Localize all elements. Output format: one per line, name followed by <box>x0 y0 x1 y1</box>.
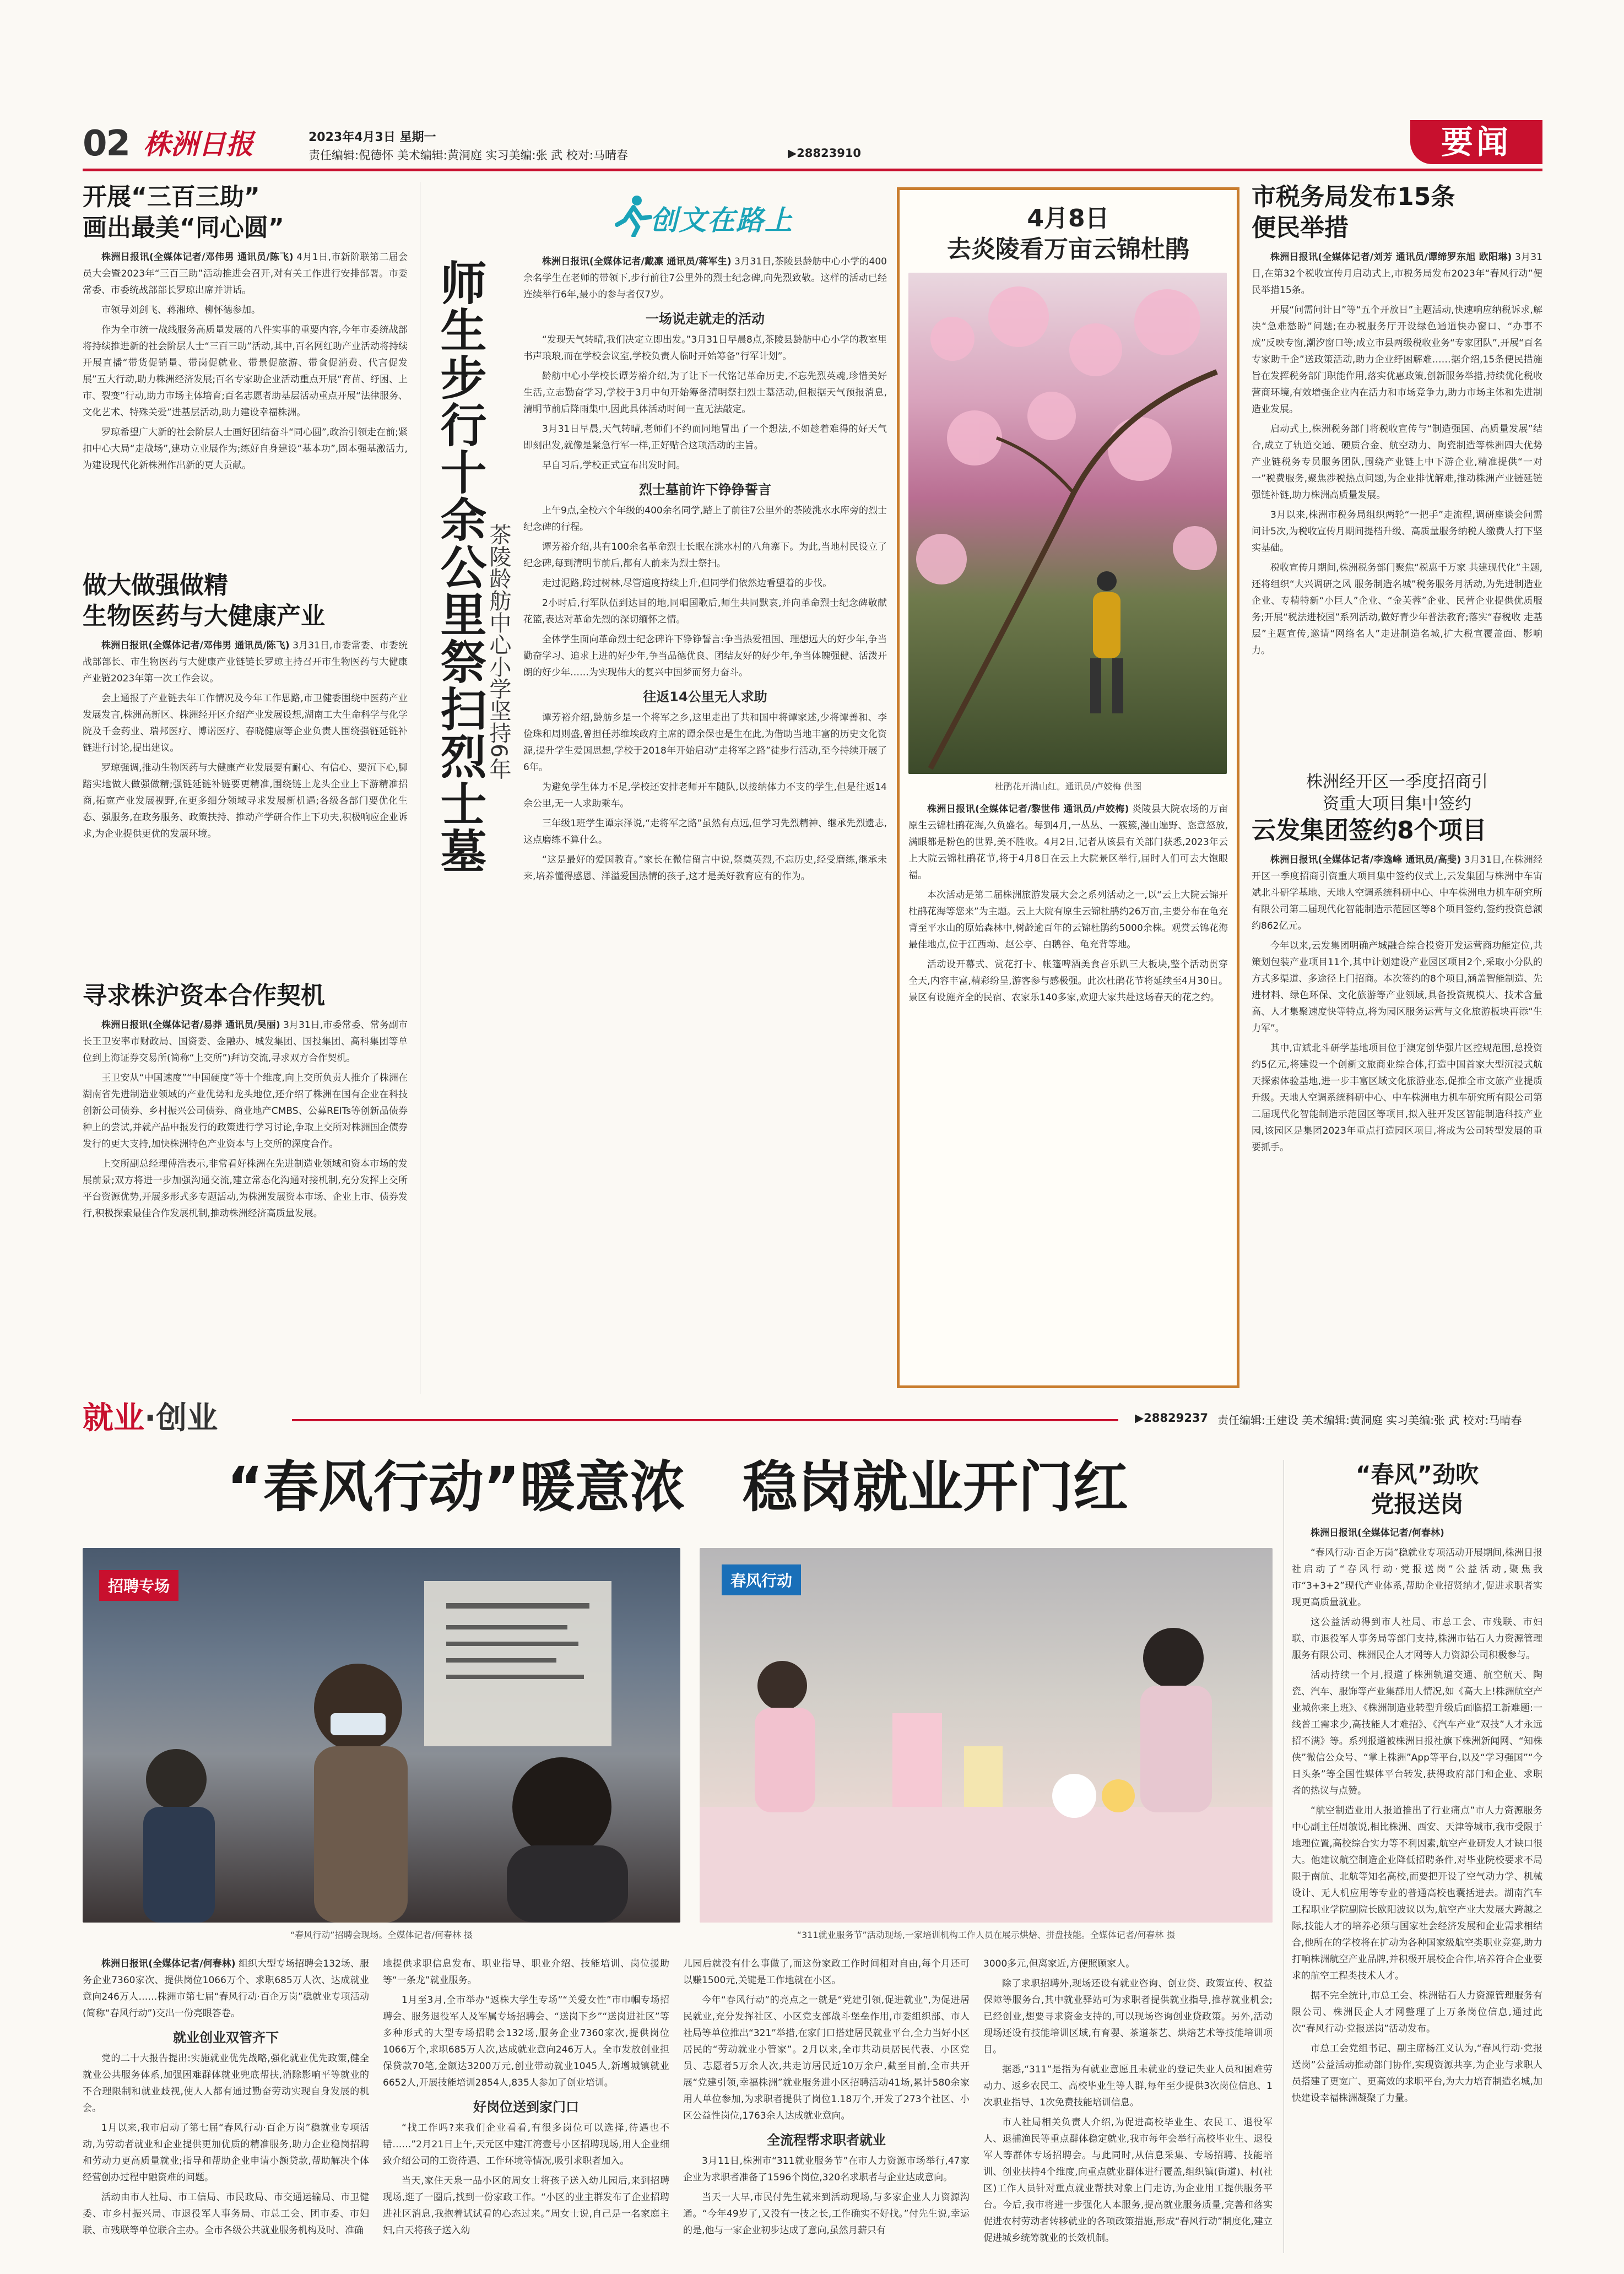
paragraph: 早自习后,学校正式宣布出发时间。 <box>542 460 686 471</box>
paragraph: 当天,家住天泉一品小区的周女士将孩子送入幼儿园后,来到招聘现场,逛了一圈后,找到一份家政工作。“小区的业主群发布了企业招聘进社区消息,我抱着试试看的心态过来。”周女士说,自己是一名家庭主妇,白天将孩子送入幼 <box>383 2175 669 2236</box>
byline: 株洲日报讯(全媒体记者/李逸峰 通讯员/高斐) <box>1270 854 1461 865</box>
bakery-table-icon <box>700 1548 1273 1923</box>
subhead: 全流程帮求职者就业 <box>767 2132 886 2148</box>
paragraph: 组织大型专场招聘会132场、服务企业7360家次、提供岗位1066万个、求职685万人次、达成就业意向246万人……株洲市第七届“春风行动·百企万岗”稳就业专项活动(简称“春风行动”)交出一份亮眼答卷。 <box>83 1958 370 2019</box>
paragraph: 罗琼强调,推动生物医药与大健康产业发展要有耐心、有信心、要沉下心,脚踏实地做大做强做精;强链延链补链要更精准,围绕链上龙头企业上下游精准招商,拓宽产业发展视野,在更多细分领域寻求发展新机遇;各级各部门要优化生态、强服务,在政务服务、政策扶持、推动产学研合作上下功夫,积极响应企业诉求,为企业提供更优的发展环境。 <box>83 762 408 840</box>
paragraph: 作为全市统一战线服务高质量发展的八件实事的重要内容,今年市委统战部将持续推进新的社会阶层人士“三百三助”活动,其中,百名网红助产业活动将持续开展直播“带货促销量、带岗促就业、带景促旅游、带食促消费、代言促发展”五大行动,助力株洲经济发展;百名专家助企业活动重点开展“育苗、纾困、上市、裂变”行动,助力市场主体培育;百名志愿者助基层活动重点开展“法律服务、文化艺术、特殊关爱”进基层活动,助力建设幸福株洲。 <box>83 324 408 418</box>
byline: 株洲日报讯(全媒体记者/邓伟男 通讯员/陈飞) <box>101 640 290 651</box>
employment-column-4 <box>983 1956 1273 2250</box>
banner-sign <box>99 1570 178 1601</box>
job-fair-photo <box>83 1548 680 1923</box>
paragraph: 为避免学生体力不足,学校还安排老师开车随队,以接纳体力不支的学生,但是往返14余公里,无一人求助乘车。 <box>523 782 887 809</box>
section-banner <box>1410 120 1542 164</box>
paragraph: 3月31日早晨,天气转晴,老师们不约而同地冒出了一个想法,不如趁着难得的好天气即刻出发,就像是紧急行军一样,正好贴合这项活动的主旨。 <box>523 424 887 451</box>
editors-line: 责任编辑:王建设 美术编辑:黄洞庭 实习美编:张 武 校对:马晴春 <box>1217 1414 1522 1427</box>
paragraph: 今年“春风行动”的亮点之一就是“党建引领,促进就业”,为促进居民就业,充分发挥社区、小区党支部战斗堡垒作用,市委组织部、市人社局等单位推出“321”举措,在家门口搭建居民就业平台,全力当好小区居民的“劳动就业小管家”。2月以来,全市共动员居民代表、小区党员、志愿者5万余人次,共走访居民近10万余户,截至目前,全市共开展“党建引领,幸福株洲”就业服务进小区招聘活动41场,累计580余家用人单位参加,为求职者提供了岗位1.18万个,开发了273个社区、小区公益性岗位,1763余人达成就业意向。 <box>683 1995 970 2121</box>
headline: 去炎陵看万亩云锦杜鹃 <box>947 235 1189 263</box>
banner-sign-text: 春风行动 <box>730 1572 793 1590</box>
issue-date: 2023年4月3日 星期一 <box>308 131 436 144</box>
paragraph: 3000多元,但离家近,方便照顾家人。 <box>983 1958 1135 1969</box>
paragraph: 1月以来,我市启动了第七届“春风行动·百企万岗”稳就业专项活动,为劳动者就业和企业提供更加优质的精准服务,助力企业稳岗招聘和劳动力更高质量就业;指导和帮助企业申请小额贷款,帮助解决个体经营创办过程中融资难的问题。 <box>83 2123 369 2183</box>
paragraph: 市总工会党组书记、副主席杨江义认为,“春风行动·党报送岗”公益活动推动部门协作,实现资源共享,为企业与求职人员搭建了更宽广、更高效的求职平台,为大力培育制造名城,加快建设幸福株洲凝聚了力量。 <box>1292 2043 1542 2104</box>
paragraph: 3月31日,市委常委、常务副市长王卫安率市财政局、国资委、金融办、城发集团、国投集团、高科集团等单位到上海证券交易所(简称“上交所”)拜访交流,寻求双方合作契机。 <box>83 1020 408 1064</box>
byline: 株洲日报讯(全媒体记者/戴凛 通讯员/蒋军生) <box>542 256 732 267</box>
vertical-subhead: 茶陵龄舫中心小学坚持6年 <box>486 523 511 780</box>
article-tongxinyuan <box>83 182 408 477</box>
paragraph: 1月至3月,全市举办“返株大学生专场”“关爱女性”市巾帼专场招聘会、服务退役军人及军属专场招聘会、“送岗下乡”“送岗进社区”等多种形式的大型专场招聘会132场,服务企业7360家次,提供岗位1066万个,求职685万人次,达成就业意向246万人。全市发放创业担保贷款70笔,金额达3200万元,创业带动就业1045人,新增城镇就业6652人,开展技能培训2854人,835人参加了创业培训。 <box>383 1995 669 2088</box>
article-party-paper-jobs <box>1292 1460 1542 2110</box>
headline: 云发集团签约8个项目 <box>1252 816 1487 844</box>
byline: 株洲日报讯(全媒体记者/刘芳 通讯员/谭缔罗东旭 欧阳琳) <box>1270 252 1512 263</box>
headline-line2: 便民举措 <box>1252 214 1349 242</box>
paragraph: 谭芳裕介绍,龄舫乡是一个将军之乡,这里走出了共和国中将谭家述,少将谭善和、李俭珠和周则盛,曾担任苏维埃政府主席的谭余保也是生在此,为借助当地丰富的历史文化资源,提升学生爱国思想,学校于2018年开始启动“走将军之路”徒步行活动,至今持续开展了6年。 <box>523 712 887 773</box>
byline: 株洲日报讯(全媒体记者/何春林) <box>101 1958 236 1969</box>
hotline: ▶28823910 <box>788 147 862 160</box>
paragraph: 龄舫中心小学校长谭芳裕介绍,为了让下一代铭记革命历史,不忘先烈英魂,珍惜美好生活,立志勤奋学习,学校于3月中旬开始筹备清明祭扫烈士墓活动,但根据天气预报消息,清明节前后降雨集中,因此具体活动时间一直无法敲定。 <box>523 371 887 415</box>
paragraph: 三年级1班学生谭宗泽说,“走将军之路”虽然有点远,但学习先烈精神、继承先烈遗志,这点磨练不算什么。 <box>523 818 887 846</box>
paragraph: 谭芳裕介绍,共有100余名革命烈士长眠在洮水村的八角寨下。为此,当地村民设立了纪念碑,每到清明节前后,都有人前来为烈士祭扫。 <box>523 542 887 569</box>
paragraph: 开展“问需问计日”等“五个开放日”主题活动,快速响应纳税诉求,解决“急难愁盼”问题;在办税服务厅开设绿色通道快办窗口、“办事不成”反映专窗,潮汐窗口等;成立市县两级税收业务“专家团队”,开展“百名专家助千企”送政策活动,助力企业纾困解难……据介绍,15条便民措施旨在发挥税务部门职能作用,落实优惠政策,创新服务举措,持续优化税收营商环境,有效增强企业内在活力和市场竞争力,助力市场主体和先进制造业发展。 <box>1252 305 1542 415</box>
campaign-logo-text: 创文在路上 <box>650 204 793 236</box>
byline: 株洲日报讯(全媒体记者/邓伟男 通讯员/陈飞) <box>101 252 294 263</box>
hotline: ▶28829237 <box>1135 1411 1209 1425</box>
kicker-line1: 株洲经开区一季度招商引 <box>1306 772 1488 792</box>
kicker-line2: 资重大项目集中签约 <box>1323 794 1471 814</box>
azalea-photo <box>908 273 1227 774</box>
paragraph: 罗琼希望广大新的社会阶层人士画好团结奋斗“同心圆”,政治引领走在前;紧扣中心大局“走战场”,建功立业展作为;练好自身建设“基本功”,固本强基激活力,为建设现代化新株洲作出新的更大贡献。 <box>83 427 408 471</box>
paragraph: 3月以来,株洲市税务局组织两轮“一把手”走流程,调研座谈会问需问计5次,为税收宣传月期间提档升级、高质量服务纳税人缴费人打下坚实基础。 <box>1252 510 1542 554</box>
banner-sign-text: 招聘专场 <box>108 1577 170 1595</box>
byline: 株洲日报讯(全媒体记者/黎世伟 通讯员/卢姣梅) <box>927 804 1129 815</box>
employment-section-header <box>83 1399 1542 1443</box>
paragraph: 活动设开幕式、赏花打卡、帐篷啤酒美食音乐趴三大板块,整个活动贯穿全天,内容丰富,精彩纷呈,游客参与感极强。此次杜鹃花节将延续至4月30日。景区有设施齐全的民宿、农家乐140多家,欢迎大家共赴这场春天的花之约。 <box>908 959 1228 1003</box>
headline-line2: 党报送岗 <box>1371 1491 1464 1518</box>
paragraph: 启动式上,株洲税务部门将税收宣传与“制造强国、高质量发展”结合,成立了轨道交通、硬质合金、航空动力、陶瓷制造等株洲四大优势产业链税务专员服务团队,围绕产业链上中下游企业,精准提供“一对一”税费服务,聚焦涉税热点问题,为企业排忧解难,推动株洲产业链延链强链补链,助力株洲高质量发展。 <box>1252 424 1542 501</box>
paragraph: 本次活动是第二届株洲旅游发展大会之系列活动之一,以“云上大院云锦开 杜鹃花海等您来”为主题。云上大院有原生云锦杜鹃约26万亩,主要分布在龟充背至平水山的原始森林中,树龄逾百年的云锦杜鹃约5000余株。观赏云锦花海最佳地点,位于江西坳、赵公亭、白鹅谷、龟充背等地。 <box>908 890 1228 950</box>
paragraph: 这公益活动得到市人社局、市总工会、市残联、市妇联、市退役军人事务局等部门支持,株洲市钻石人力资源管理服务有限公司、株洲民企人才网等人力资源公司积极参与。 <box>1292 1617 1542 1661</box>
paragraph: 上午9点,全校六个年级的400余名同学,踏上了前往7公里外的茶陵洮水水库旁的烈士纪念碑的行程。 <box>523 505 887 533</box>
crowd-icon <box>83 1548 680 1923</box>
paragraph: 会上通报了产业链去年工作情况及今年工作思路,市卫健委围绕中医药产业发展发言,株洲高新区、株洲经开区介绍产业发展设想,湖南工大生命科学与化学院及千金药业、瑞邦医疗、博诺医疗、春晓健康等企业负责人围绕强链延链补链进行讨论,提出建议。 <box>83 693 408 754</box>
paragraph: 市领导刘剑飞、蒋湘璋、柳怀德参加。 <box>101 305 261 316</box>
paragraph: 儿园后就没有什么事做了,而这份家政工作时间相对自由,每个月还可以赚1500元,关键是工作地就在小区。 <box>683 1958 970 1986</box>
headline: 寻求株沪资本合作契机 <box>83 982 325 1010</box>
byline: 株洲日报讯(全媒体记者/何春林) <box>1311 1528 1444 1539</box>
article-body <box>523 253 887 888</box>
article-biomedicine <box>83 570 408 846</box>
byline: 株洲日报讯(全媒体记者/易莽 通讯员/吴丽) <box>101 1020 280 1031</box>
article-martyrs <box>430 182 892 1394</box>
paragraph: 3月11日,株洲市“311就业服务节”在市人力资源市场举行,47家企业为求职者准备了1596个岗位,320名求职者与企业达成意向。 <box>683 2156 970 2183</box>
blossom-icon <box>908 273 1227 774</box>
paragraph: “这是最好的爱国教育。”家长在微信留言中说,祭奠英烈,不忘历史,经受磨练,继承未来,培养懂得感恩、洋溢爱国热情的孩子,这才是美好教育应有的作为。 <box>523 854 887 882</box>
paragraph: 税收宣传月期间,株洲税务部门聚焦“税惠千万家 共建现代化”主题,还将组织“大兴调研之风 服务制造名城”税务服务月活动,为先进制造业企业、专精特新“小巨人”企业、“金芙蓉”企业、民营企业提供优质服务;开展“税法进校园”系列活动,做好青少年普法教育;落实“春税收 走基层”主题宣传,邀请“网络名人”走进制造名城,扩大税宣覆盖面、影响力。 <box>1252 562 1542 656</box>
subhead: 好岗位送到家门口 <box>473 2099 579 2115</box>
paragraph: 上交所副总经理傅浩表示,非常看好株洲在先进制造业领域和资本市场的发展前景;双方将进一步加强沟通交流,建立常态化沟通对接机制,充分发挥上交所平台资源优势,开展多形式多专题活动,为株洲发展资本市场、企业上市、债券发行,积极探索最佳合作发展机制,推动株洲经济高质量发展。 <box>83 1158 408 1219</box>
section-title: 要闻 <box>1441 123 1512 161</box>
paragraph: 除了求职招聘外,现场还设有就业咨询、创业贷、政策宣传、权益保障等服务台,其中就业驿站可为求职者提供就业指导,推荐就业机会;已经创业,想要寻求资金支持的,可以现场咨询创业贷政策。另外,活动现场还设有技能培训区域,有育婴、茶道茶艺、烘焙艺术等技能培训项目。 <box>983 1978 1273 2055</box>
employment-column-1 <box>83 1956 369 2242</box>
masthead <box>83 124 1542 169</box>
paragraph: 全体学生面向革命烈士纪念碑许下铮铮誓言:争当热爱祖国、理想远大的好少年,争当勤奋学习、追求上进的好少年,争当品德优良、团结友好的好少年,争当体魄强健、活泼开朗的好少年……为实现伟大的复兴中国梦而努力奋斗。 <box>523 634 887 678</box>
editors-line: 责任编辑:倪德怀 美术编辑:黄洞庭 实习美编:张 武 校对:马晴春 <box>308 149 628 162</box>
headline-line2: 生物医药与大健康产业 <box>83 602 325 630</box>
section-rule <box>292 1419 1118 1421</box>
paper-logo: 株洲日报 <box>143 128 253 160</box>
paragraph: “找工作吗?来我们企业看看,有很多岗位可以选择,待遇也不错……”2月21日上午,天元区中建江湾壹号小区招聘现场,用人企业细致介绍公司的工资待遇、工作环境等情况,吸引求职者加入。 <box>383 2123 669 2167</box>
paragraph: “航空制造业用人报道推出了行业痛点”市人力资源服务中心副主任周敏说,相比株洲、西安、天津等城市,我市受限于地理位置,高校综合实力等不利因素,航空产业研发人才缺口很大。他建议航空制造企业降低招聘条件,对毕业院校要求不局限于南航、北航等知名高校,而要把开设了空气动力学、机械设计、无人机应用等专业的普通高校也囊括进去。湖南汽车工程职业学院副院长欧阳波议以为,航空产业大发展大跨越之际,技能人才的培养必须与国家社会经济发展和企业需求相结合,他所在的学校将在扩动为各种国家级航空类职业竞赛,助力打响株洲航空产业品牌,并积极开展校企合作,培养符合企业要求的航空工程类技术人才。 <box>1292 1805 1542 1981</box>
paragraph: 据悉,“311”是指为有就业意愿且未就业的登记失业人员和困难劳动力、返乡农民工、高校毕业生等人群,每年至少提供3次岗位信息、1次职业指导、1次免费技能培训信息。 <box>983 2064 1273 2108</box>
headline-line1: 做大做强做精 <box>83 571 228 599</box>
paragraph: 3月31日,在第32个税收宣传月启动式上,市税务局发布2023年“春风行动”便民举措15条。 <box>1252 252 1543 296</box>
page-number: 02 <box>83 123 130 164</box>
paragraph: 王卫安从“中国速度”“中国硬度”等十个维度,向上交所负责人推介了株洲在湖南省先进制造业领域的产业优势和龙头地位,还介绍了株洲在国有企业在科技创新公司债券、乡村振兴公司债券、商业地产CMBS、公募REITs等创新品债券种上的尝试,并就产品申报发行的政策进行学习讨论,争取上交所对株洲国企债券发行的更大支持,加快株洲特色产业资本与上交所的深度合作。 <box>83 1073 408 1150</box>
paragraph: 今年以来,云发集团明确产城融合综合投资开发运营商功能定位,共策划包装产业项目11个,其中计划建设产业园区项目2个,采取小分队的方式多渠道、多途径上门招商。本次签约的8个项目,涵盖智能制造、先进材料、绿色环保、文化旅游等产业领域,具备投资规模大、技术含量高、人才集聚速度快等特点,将为园区服务运营与文化旅游板块再添“生力军”。 <box>1252 940 1542 1034</box>
service-fair-photo <box>700 1548 1273 1923</box>
headline-line1: 开展“三百三助” <box>83 183 260 211</box>
paragraph: 3月31日,市委常委、市委统战部部长、市生物医药与大健康产业链链长罗琼主持召开市生物医药与大健康产业链2023年第一次工作会议。 <box>83 640 408 684</box>
banner-sign <box>722 1564 801 1595</box>
subhead: 一场说走就走的活动 <box>646 311 765 327</box>
paragraph: 党的二十大报告提出:实施就业优先战略,强化就业优先政策,健全就业公共服务体系,加强困难群体就业兜底帮扶,消除影响平等就业的不合理限制和就业歧视,使人人都有通过勤奋劳动实现自身发展的机会。 <box>83 2053 369 2114</box>
vertical-headline: 师生步行十余公里祭扫烈士墓 <box>433 259 487 875</box>
paragraph: “春风行动·百企万岗”稳就业专项活动开展期间,株洲日报社启动了“春风行动·党报送岗”公益活动,聚焦我市“3+3+2”现代产业体系,帮助企业招贤纳才,促进求职者实现更高质量就业。 <box>1292 1547 1542 1608</box>
employment-column-2 <box>383 1956 669 2242</box>
paragraph: 3月31日,茶陵县龄舫中心小学的400余名学生在老师的带领下,步行前往7公里外的烈士纪念碑,向先烈致敬。这样的活动已经连续举行6年,最小的参与者仅7岁。 <box>523 256 887 300</box>
masthead-rule <box>83 169 1542 171</box>
photo-caption: 杜鹃花开满山红。通讯员/卢姣梅 供图 <box>994 781 1142 792</box>
employment-headline: “春风行动”暖意浓 稳岗就业开门红 <box>227 1455 1128 1519</box>
paragraph: 其中,宙斌北斗研学基地项目位于澳宠创华强片区控规范围,总投资约5亿元,将建设一个创新文旅商业综合体,打造中国首家大型沉浸式航天探索体验基地,进一步丰富区域文化旅游业态,促推全市文旅产业提质升级。天地人空调系统科研中心、中车株洲电力机车研究所有限公司第二届现代化智能制造示范园区等项目,拟入驻开发区智能制造科技产业园,该园区是集团2023年重点打造园区项目,将成为公司转型发展的重要抓手。 <box>1252 1043 1542 1153</box>
paragraph: 地提供求职信息发布、职业指导、职业介绍、技能培训、岗位援助等“一条龙”就业服务。 <box>383 1958 669 1986</box>
article-yunfa-group <box>1252 771 1542 1159</box>
paragraph: 市人社局相关负责人介绍,为促进高校毕业生、农民工、退役军人、退捕渔民等重点群体稳定就业,我市每年会举行高校毕业生、退役军人等群体专场招聘会。与此同时,从信息采集、专场招聘、技能培训、创业扶持4个维度,向重点就业群体进行覆盖,组织镇(街道)、村(社区)工作人员针对重点就业帮扶对象上门走访,为企业用工提供服务平台。今后,我市将进一步强化人本服务,提高就业服务质量,完善和落实促进农村劳动者转移就业的各项政策措施,形成“春风行动”制度化,建立促进城乡统筹就业的长效机制。 <box>983 2117 1273 2244</box>
runner-icon <box>611 193 656 237</box>
paragraph: 活动持续一个月,报道了株洲轨道交通、航空航天、陶瓷、汽车、服饰等产业集群用人情况,如《高大上!株洲航空产业城你来上班》、《株洲制造业转型升级后面临招工新难题:一线普工需求少,高技能人才难招》、《汽车产业“双技”人才永远招不满》等。系列报道被株洲日报社旗下株洲新闻网、“知株侠”微信公众号、“掌上株洲”App等平台,以及“学习强国”“今日头条”等全国性媒体平台转发,获得政府部门和企业、求职者的热议与点赞。 <box>1292 1670 1542 1796</box>
headline-line2: 画出最美“同心圆” <box>83 214 284 242</box>
paragraph: 据不完全统计,市总工会、株洲钻石人力资源管理服务有限公司、株洲民企人才网整理了上万条岗位信息,通过此次“春风行动·党报送岗”活动发布。 <box>1292 1990 1542 2034</box>
subhead: 烈士墓前许下铮铮誓言 <box>639 482 771 497</box>
event-date: 4月8日 <box>1027 204 1109 232</box>
headline-line1: “春风”劲吹 <box>1355 1461 1479 1488</box>
photo-caption: “311就业服务节”活动现场,一家培训机构工作人员在展示烘焙、拼盘技能。全媒体记者/何春林 摄 <box>797 1930 1176 1940</box>
section-label-sub: ·创业 <box>144 1400 218 1436</box>
employment-column-3 <box>683 1956 970 2242</box>
article-tax-bureau <box>1252 182 1542 662</box>
subhead: 往返14公里无人求助 <box>643 689 767 705</box>
paragraph: 炎陵县大院农场的万亩原生云锦杜鹃花海,久负盛名。每到4月,一丛丛、一簇簇,漫山遍野、恣意怒放,满眼都是粉色的世界,美不胜收。4月2日,记者从该县有关部门获悉,2023年云上大院云锦杜鹃花节,将于4月8日在云上大院景区举行,届时人们可去大饱眼福。 <box>908 804 1228 881</box>
headline-line1: 市税务局发布15条 <box>1252 183 1455 211</box>
paragraph: 走过泥路,跨过树林,尽管道度持续上升,但同学们依然边看望着的步伐。 <box>542 578 832 589</box>
section-label-main: 就业 <box>83 1400 144 1436</box>
paragraph: 2小时后,行军队伍到达目的地,同唱国歌后,师生共同默哀,并向革命烈士纪念碑敬献花篮,表达对革命先烈的深切缅怀之情。 <box>523 598 887 625</box>
paragraph: 3月31日,在株洲经开区一季度招商引资重大项目集中签约仪式上,云发集团与株洲中车宙斌北斗研学基地、天地人空调系统科研中心、中车株洲电力机车研究所有限公司第二届现代化智能制造示范园区等8个项目签约,签约投资总额约862亿元。 <box>1252 854 1543 932</box>
paragraph: “发现天气转晴,我们决定立即出发。”3月31日早晨8点,茶陵县龄舫中心小学的教室里书声琅琅,而在学校会议室,学校负责人临时开始筹备“行军计划”。 <box>523 334 887 362</box>
campaign-logo <box>611 193 810 237</box>
article-azalea-box <box>897 187 1239 1388</box>
paragraph: 当天一大早,市民付先生就来到活动现场,与多家企业人力资源沟通。“今年49岁了,又没有一技之长,工作确实不好找。”付先生说,幸运的是,他与一家企业初步达成了意向,虽然月薪只有 <box>683 2192 970 2236</box>
paragraph: 活动由市人社局、市工信局、市民政局、市交通运输局、市卫健委、市乡村振兴局、市退役军人事务局、市总工会、团市委、市妇联、市残联等单位联合主办。全市各级公共就业服务机构及时、准确 <box>83 2192 369 2236</box>
article-shanghai-capital <box>83 981 408 1225</box>
subhead: 就业创业双管齐下 <box>173 2030 279 2045</box>
hiker-figure <box>1090 571 1123 713</box>
paragraph: 4月1日,市新阶联第二届会员大会暨2023年“三百三助”活动推进会召开,对有关工作进行安排部署。市委常委、市委统战部部长罗琼出席并讲话。 <box>83 252 408 296</box>
photo-caption: “春风行动”招聘会现场。全媒体记者/何春林 摄 <box>290 1930 473 1940</box>
section-label <box>83 1399 218 1438</box>
